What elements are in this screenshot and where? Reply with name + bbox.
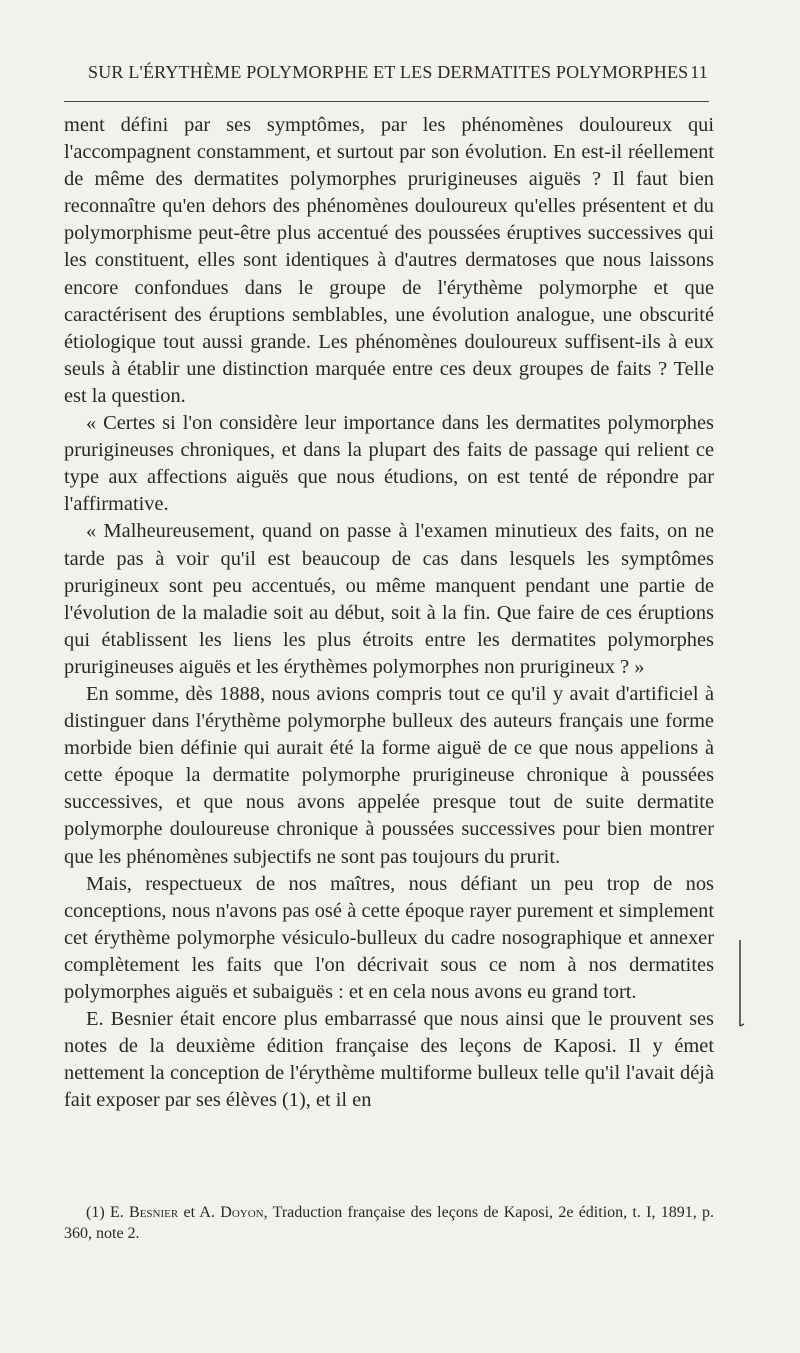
footnote-conjunction: et A.: [183, 1204, 215, 1221]
paragraph: « Certes si l'on considère leur importance dans les dermatites polymorphes prurigineuses chroniques, et dans la plupart des faits de passage qui relient ce type aux affections aiguës que nous étudions, on est tenté de répondre par l'affirmative.: [64, 412, 714, 516]
header-rule: [64, 101, 709, 102]
page-number: 11: [690, 62, 708, 82]
running-header: [88, 62, 708, 83]
paragraph: « Malheureusement, quand on passe à l'examen minutieux des faits, on ne tarde pas à voir qu'il est beaucoup de cas dans lesquels les symptômes prurigineux sont peu accentués, ou même manquent pendant une partie de l'évolution de la maladie soit au début, soit à la fin. Que faire de ces éruptions qui établissent les liens les plus étroits entre les dermatites polymorphes prurigineuses aiguës et les érythèmes polymorphes non prurigineux ? »: [64, 520, 714, 678]
footnote-author: Besnier: [129, 1204, 179, 1221]
footnote-author: Doyon: [220, 1204, 264, 1221]
running-title: SUR L'ÉRYTHÈME POLYMORPHE ET LES DERMATITES POLYMORPHES: [88, 62, 689, 82]
margin-pencil-mark: [734, 938, 746, 1028]
paragraph: En somme, dès 1888, nous avions compris tout ce qu'il y avait d'artificiel à distinguer dans l'érythème polymorphe bulleux des auteurs français une forme morbide bien définie qui aurait été la forme aiguë de ce que nous appelions à cette époque la dermatite polymorphe prurigineuse chronique à poussées successives, et que nous avons appelée presque tout de suite dermatite polymorphe douloureuse chronique à poussées successives pour bien montrer que les phénomènes subjectifs ne sont pas toujours du prurit.: [64, 682, 714, 868]
paragraph: E. Besnier était encore plus embarrassé que nous ainsi que le prouvent ses notes de la deuxième édition française des leçons de Kaposi. Il y émet nettement la conception de l'érythème multiforme bulleux telle qu'il l'avait déjà fait exposer par ses élèves (1), et il en: [64, 1008, 714, 1112]
footnote: [64, 1202, 714, 1244]
paragraph: ment défini par ses symptômes, par les phénomènes douloureux qui l'accompagnent constamment, et surtout par son évolution. En est-il réellement de même des dermatites polymorphes prurigineuses aiguës ? Il faut bien reconnaître qu'en dehors des phénomènes douloureux qu'elles présentent et du polymorphisme peut-être plus accentué des poussées éruptives successives qui les constituent, elles sont identiques à d'autres dermatoses que nous laissons encore confondues dans le groupe de l'érythème polymorphe et que caractérisent des éruptions semblables, une évolution analogue, une obscurité étiologique tout aussi grande. Les phénomènes douloureux suffisent-ils à eux seuls à établir une distinction marquée entre ces deux groupes de faits ? Telle est la question.: [64, 114, 714, 407]
footnote-text: , Traduction française des leçons de Kaposi, 2e édition, t. I, 1891, p. 360, note 2.: [64, 1204, 715, 1242]
paragraph: Mais, respectueux de nos maîtres, nous défiant un peu trop de nos conceptions, nous n'avons pas osé à cette époque rayer purement et simplement cet érythème polymorphe vésiculo-bulleux du cadre nosographique et annexer complètement les faits que l'on décrivait sous ce nom à nos dermatites polymorphes aiguës et subaiguës : et en cela nous avons eu grand tort.: [64, 872, 714, 1003]
footnote-marker: (1) E.: [86, 1204, 124, 1221]
body-text: [64, 112, 714, 1114]
